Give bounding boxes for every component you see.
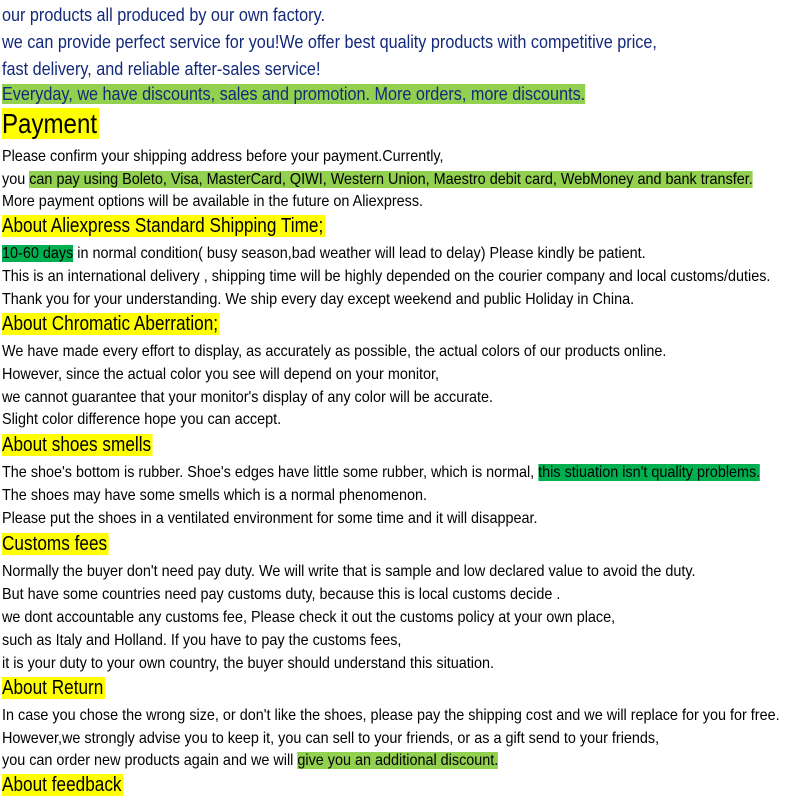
chromatic-line-1: We have made every effort to display, as accurately as possible, the actual colors of our products online. <box>2 343 667 360</box>
shipping-heading-text: About Aliexpress Standard Shipping Time; <box>2 215 324 237</box>
intro-line-2: we can provide perfect service for you!We offer best quality products with competitive price, <box>2 32 657 52</box>
chromatic-heading-text: About Chromatic Aberration; <box>2 313 219 335</box>
customs-heading <box>2 533 109 556</box>
smells-line-1 <box>2 464 760 482</box>
shipping-line-1 <box>2 245 646 263</box>
payment-heading <box>2 108 99 140</box>
feedback-heading <box>2 774 123 797</box>
payment-line-1: Please confirm your shipping address before your payment.Currently, <box>2 148 444 165</box>
return-line-3-prefix: you can order new products again and we will <box>2 752 298 769</box>
customs-line-4: such as Italy and Holland. If you have to pay the customs fees, <box>2 632 402 649</box>
chromatic-line-2: However, since the actual color you see will depend on your monitor, <box>2 366 440 383</box>
return-line-2: However,we strongly advise you to keep it, you can sell to your friends, or as a gift send to your friends, <box>2 730 660 747</box>
customs-heading-text: Customs fees <box>2 533 108 555</box>
payment-line-3: More payment options will be available in the future on Aliexpress. <box>2 193 424 210</box>
smells-heading-text: About shoes smells <box>2 434 152 456</box>
chromatic-heading <box>2 313 220 336</box>
shipping-line-2: This is an international delivery , shipping time will be highly depended on the courier company and local customs/duties. <box>2 268 771 285</box>
return-line-1: In case you chose the wrong size, or don't like the shoes, please pay the shipping cost and we will replace for you for free. <box>2 707 780 724</box>
payment-line-2 <box>2 171 753 189</box>
quality-highlight: this stiuation isn't quality problems. <box>538 464 761 481</box>
discount-highlight: give you an additional discount. <box>297 752 499 769</box>
chromatic-line-3: we cannot guarantee that your monitor's display of any color will be accurate. <box>2 389 494 406</box>
return-heading <box>2 677 105 700</box>
customs-line-1: Normally the buyer don't need pay duty. We will write that is sample and low declared value to avoid the duty. <box>2 563 696 580</box>
payment-line-2-prefix: you <box>2 171 30 188</box>
feedback-heading-text: About feedback <box>2 774 122 796</box>
shipping-line-1-rest: in normal condition( busy season,bad weather will lead to delay) Please kindly be patient. <box>73 245 646 262</box>
shipping-line-3: Thank you for your understanding. We ship every day except weekend and public Holiday in China. <box>2 291 635 308</box>
customs-line-2: But have some countries need pay customs duty, because this is local customs decide . <box>2 586 561 603</box>
return-heading-text: About Return <box>2 677 104 699</box>
intro-line-1: our products all produced by our own factory. <box>2 5 325 25</box>
intro-line-3: fast delivery, and reliable after-sales service! <box>2 59 321 79</box>
promo-highlight: Everyday, we have discounts, sales and promotion. More orders, more discounts. <box>2 84 586 104</box>
smells-line-1-prefix: The shoe's bottom is rubber. Shoe's edges have little some rubber, which is normal, <box>2 464 539 481</box>
smells-heading <box>2 434 153 457</box>
customs-line-5: it is your duty to your own country, the buyer should understand this situation. <box>2 655 495 672</box>
chromatic-line-4: Slight color difference hope you can accept. <box>2 411 282 428</box>
shipping-heading <box>2 215 325 238</box>
payment-heading-text: Payment <box>2 108 98 139</box>
return-line-3 <box>2 752 498 770</box>
intro-line-4 <box>2 84 585 105</box>
smells-line-3: Please put the shoes in a ventilated environment for some time and it will disappear. <box>2 510 538 527</box>
shipping-days-highlight: 10-60 days <box>2 245 74 262</box>
smells-line-2: The shoes may have some smells which is a normal phenomenon. <box>2 487 428 504</box>
payment-methods-highlight: can pay using Boleto, Visa, MasterCard, QIWI, Western Union, Maestro debit card, WebMoney and bank transfer. <box>29 171 753 188</box>
customs-line-3: we dont accountable any customs fee, Please check it out the customs policy at your own place, <box>2 609 616 626</box>
